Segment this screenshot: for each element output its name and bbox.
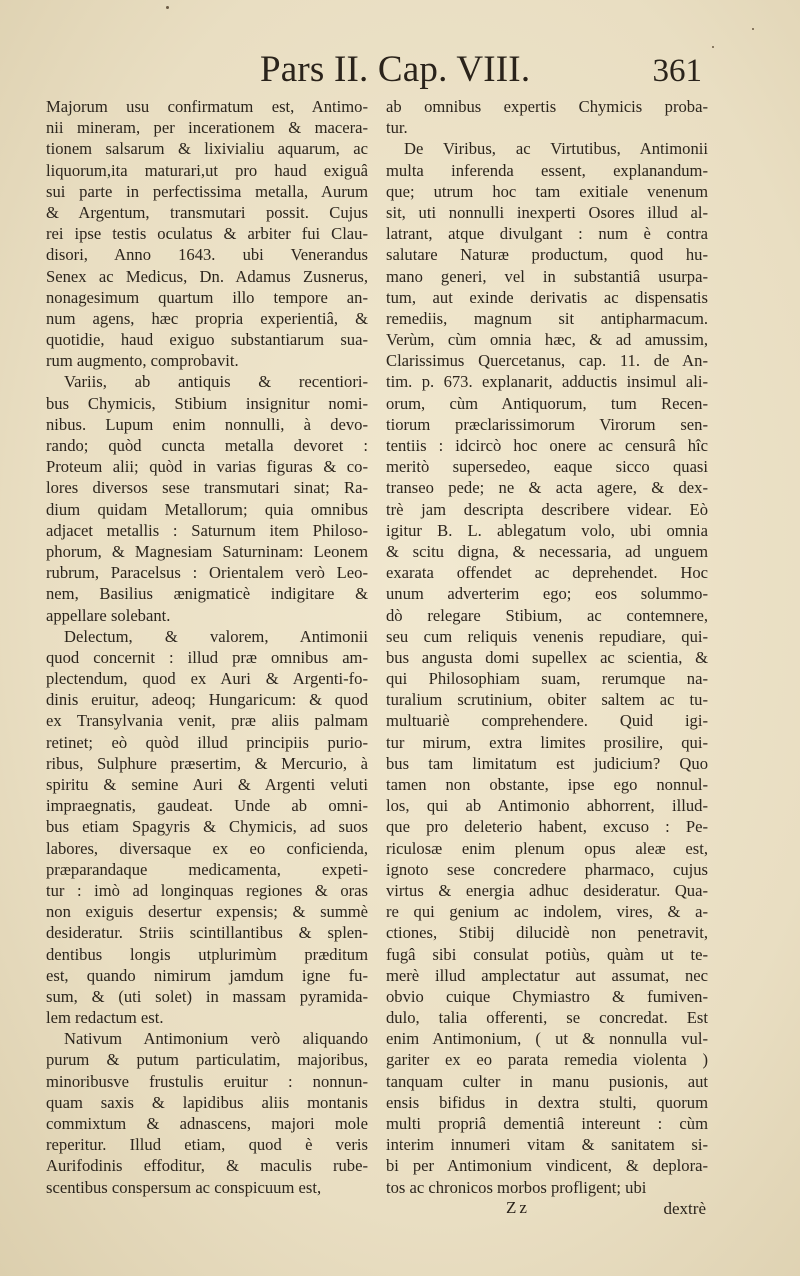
running-title: Pars II. Cap. VIII.: [260, 49, 531, 90]
text-line: ribus, Sulphure præsertim, & Mercurio, à: [46, 753, 368, 773]
text-line: salutare Naturæ productum, quod hu-: [386, 245, 708, 265]
text-line: Majorum usu confirmatum est, Antimo-: [46, 97, 368, 116]
text-line: qui Philosophiam suam, rerumque na-: [386, 669, 708, 689]
text-line: dinis eruitur, adeoq; Hungaricum: & quod: [46, 690, 368, 710]
text-line: multuariè comprehendere. Quid igi-: [386, 711, 708, 731]
text-line: labores, diversaque ex eo conficienda,: [46, 838, 368, 858]
text-line: dentibus longis utplurimùm præditum: [46, 944, 368, 964]
text-line: interim innumeri vitam & sanitatem si-: [386, 1135, 708, 1155]
text-line: quam saxis & lapidibus aliis montanis: [46, 1092, 368, 1112]
text-line: rando; quòd cuncta metalla devoret :: [46, 436, 368, 455]
text-line: phorum, & Magnesiam Saturninam: Leonem: [46, 541, 368, 561]
text-line: nonagesimum quartum illo tempore an-: [46, 287, 368, 307]
text-line: que; utrum hoc tam exitiale venenum: [386, 181, 708, 201]
text-line: que pro deleterio habent, excuso : Pe-: [386, 817, 708, 837]
text-line: est, quando nimirum jamdum igne fu-: [46, 965, 368, 985]
text-line: exarata offendet ac deprehendet. Hoc: [386, 563, 708, 583]
ink-speck: [752, 28, 754, 30]
text-line: igitur B. L. ablegatum volo, ubi omnia: [386, 520, 708, 540]
text-line: Variis, ab antiquis & recentiori-: [64, 372, 368, 392]
text-line: unum adverterim ego; eos solummo-: [386, 584, 708, 604]
text-line: rum augmento, comprobavit.: [46, 351, 239, 371]
signature-mark: Zz: [506, 1198, 530, 1217]
text-line: orum, cùm Antiquorum, tum Recen-: [386, 393, 708, 413]
text-line: purum & putum particulatim, majoribus,: [46, 1050, 368, 1070]
text-line: spiritu & semine Auri & Argenti veluti: [46, 775, 368, 794]
text-line: multi propriâ dementiâ intereunt : cùm: [386, 1114, 708, 1133]
text-line: retinet; eò quòd illud principiis purio-: [46, 732, 368, 752]
text-line: nibus. Lupum enim nonnulli, à devo-: [46, 414, 368, 434]
text-line: remediis, magnum sit antipharmacum.: [386, 308, 708, 328]
text-line: lem redactum est.: [46, 1008, 164, 1028]
text-line: Aurifodinis effoditur, & maculis rube-: [46, 1156, 368, 1176]
text-line: ignoto sese concredere pharmaco, cujus: [386, 859, 708, 879]
text-line: ex Transylvania venit, præ aliis palmam: [46, 711, 368, 731]
text-line: dulo, talia offerenti, se concredat. Est: [386, 1008, 708, 1028]
text-line: bus etiam Spagyris & Chymicis, ad suos: [46, 817, 368, 837]
text-line: Clarissimus Quercetanus, cap. 11. de An-: [386, 351, 708, 371]
text-line: Delectum, & valorem, Antimonii: [64, 626, 368, 646]
text-line: tur : imò ad longinquas regiones & oras: [46, 880, 368, 900]
text-line: appellare solebant.: [46, 605, 171, 625]
text-line: multa inferenda essent, explanandum-: [386, 160, 708, 180]
text-line: adjacet metallis : Saturnum item Philoso-: [46, 520, 368, 540]
text-line: los, qui ab Antimonio abhorrent, illud-: [386, 796, 708, 816]
text-line: tionem salsarum & lixivialiu aquarum, ac: [46, 139, 368, 159]
text-line: enim Antimonium, ( ut & nonnulla vul-: [386, 1029, 708, 1049]
text-line: reperitur. Illud etiam, quod è veris: [46, 1135, 368, 1155]
text-line: bus tam limitatum est judicium? Quo: [386, 753, 708, 773]
text-line: liquorum,ita maturari,ut pro haud exiguâ: [46, 160, 368, 180]
text-line: rubrum, Paracelsus : Orientalem verò Leo-: [46, 563, 368, 583]
text-line: quod concernit : illud præ omnibus am-: [46, 647, 368, 667]
text-line: non exiguis desertur expensis; & summè: [46, 902, 368, 922]
text-line: bus Chymicis, Stibium insignitur nomi-: [46, 393, 368, 413]
text-line: tanquam culter in manu pusionis, aut: [386, 1071, 708, 1091]
text-line: latrant, atque divulgant : num è contra: [386, 224, 708, 244]
text-line: ctiones, Stibij dilucidè non penetravit,: [386, 923, 708, 943]
text-line: virtus & energia adhuc desideratur. Qua-: [386, 880, 708, 900]
page-footer: [386, 1198, 708, 1222]
text-line: gariter ex eo parata remedia violenta ): [386, 1050, 708, 1070]
text-line: & scitu digna, & necessaria, ad unguem: [386, 541, 708, 561]
text-line: mano generi, vel in substantiâ usurpa-: [386, 266, 708, 286]
text-line: riculosæ enim plenum opus aleæ est,: [386, 838, 708, 858]
text-line: Verùm, cùm omnia hæc, & ad amussim,: [386, 330, 708, 350]
text-line: minoribusve frustulis eruitur : nonnun-: [46, 1071, 368, 1091]
text-line: tamen non obstante, ipse ego nonnul-: [386, 775, 708, 794]
text-line: Proteum alii; quòd in varias figuras & co-: [46, 457, 368, 477]
text-line: desideratur. Striis scintillantibus & splen-: [46, 923, 368, 943]
text-line: nii mineram, per incerationem & macera-: [46, 118, 368, 138]
text-line: scentibus conspersum ac conspicuum est,: [46, 1177, 322, 1197]
text-line: sum, & (uti solet) in massam pyramida-: [46, 986, 368, 1006]
text-line: dò relegare Stibium, ac contemnere,: [386, 605, 708, 625]
text-line: re qui genium ac indolem, vires, & a-: [386, 902, 708, 922]
text-line: præparandaque medicamenta, expeti-: [46, 859, 368, 879]
text-line: tum, aut exinde derivatis ac dispensatis: [386, 287, 708, 307]
text-line: lores diversos sese transmutari sinat; Ra-: [46, 478, 368, 498]
text-line: ab omnibus expertis Chymicis proba-: [386, 97, 708, 116]
text-line: impraegnatis, gaudeat. Unde ab omni-: [46, 796, 368, 816]
text-line: merè illud amplectatur aut assumat, nec: [386, 965, 708, 985]
text-line: & Argentum, transmutari possit. Cujus: [46, 202, 368, 222]
text-line: bus angusta domi supellex ac scientia, &: [386, 647, 708, 667]
text-line: Nativum Antimonium verò aliquando: [64, 1029, 368, 1049]
text-line: tos ac chronicos morbos profligent; ubi: [386, 1177, 647, 1197]
text-line: De Viribus, ac Virtutibus, Antimonii: [404, 139, 708, 159]
text-line: num agens, hæc propria experientiâ, &: [46, 308, 368, 328]
right-text-column: [386, 96, 708, 1198]
text-line: turalium scrutinium, obiter saltem ac tu-: [386, 690, 708, 710]
text-line: nem, Basilius ænigmaticè indigitare &: [46, 584, 368, 604]
text-line: sit, uti nonnulli inexperti Osores illud al-: [386, 202, 708, 222]
text-line: rei ipse testis oculatus & arbiter fui Clau-: [46, 224, 368, 244]
text-line: bi per Antimonium vindicent, & deplora-: [386, 1156, 708, 1176]
ink-speck: [712, 46, 714, 48]
text-line: sui parte in perfectissima metalla, Aurum: [46, 181, 368, 201]
text-line: disori, Anno 1643. ubi Venerandus: [46, 245, 368, 265]
text-line: trè jam descripta describere videar. Eò: [386, 499, 708, 519]
page-number: 361: [652, 53, 702, 89]
text-line: meritò supersedeo, eaque sicco quasi: [386, 457, 708, 477]
ink-speck: [166, 6, 169, 9]
text-line: tentiis : idcircò hoc onere ac censurâ hîc: [386, 436, 708, 455]
text-line: transeo pede; ne & acta agere, & dex-: [386, 478, 708, 498]
text-line: ensis bifidus in dextra stulti, quorum: [386, 1092, 708, 1112]
text-line: dium quidam Metallorum; quia omnibus: [46, 499, 368, 519]
text-line: tim. p. 673. explanarit, adductis insimul ali-: [386, 372, 708, 392]
catchword: dextrè: [663, 1199, 706, 1218]
text-line: plectendum, quod ex Auri & Argenti-fo-: [46, 669, 368, 689]
text-line: obvio cuique Chymiastro & fumiven-: [386, 986, 708, 1006]
text-line: tur mirum, extra limites prosilire, qui-: [386, 732, 708, 752]
text-line: tur.: [386, 118, 408, 138]
text-line: commixtum & adnascens, majori mole: [46, 1114, 368, 1133]
left-text-column: [46, 96, 368, 1198]
text-line: fugâ sibi consulat potiùs, quàm ut te-: [386, 944, 708, 964]
text-line: quotidie, haud exiguo substantiarum sua-: [46, 330, 368, 350]
text-line: seu cum reliquis venenis repudiare, qui-: [386, 626, 708, 646]
text-line: Senex ac Medicus, Dn. Adamus Zusnerus,: [46, 266, 368, 286]
text-line: tiorum præclarissimorum Virorum sen-: [386, 414, 708, 434]
page-header: [250, 48, 710, 94]
